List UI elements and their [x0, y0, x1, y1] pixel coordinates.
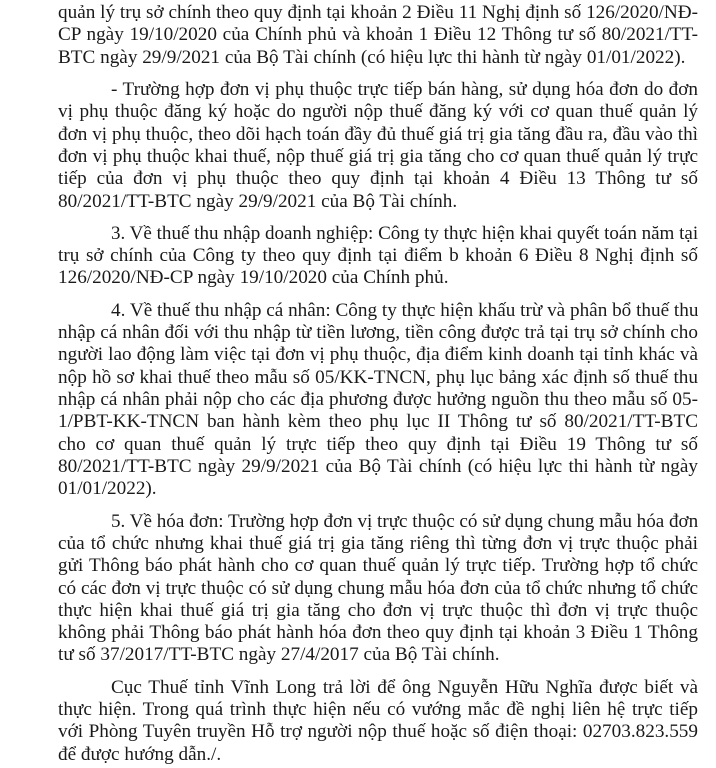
- text-line: đơn vị phụ thuộc khai thuế, nộp thuế giá trị gia tăng cho cơ quan thuế quản lý trực: [58, 145, 698, 167]
- text-line: 1/PBT-KK-TNCN ban hành kèm theo phụ lục II Thông tư số 80/2021/TT-BTC: [58, 411, 698, 433]
- text-line: nộp hồ sơ khai thuế theo mẫu số 05/KK-TNCN, phụ lục bảng xác định số thuế thu: [58, 366, 698, 388]
- text-line: 4. Về thuế thu nhập cá nhân: Công ty thực hiện khấu trừ và phân bổ thuế thu: [111, 299, 698, 321]
- text-line: BTC ngày 29/9/2021 của Bộ Tài chính (có hiệu lực thi hành từ ngày 01/01/2022).: [58, 46, 686, 68]
- text-line: 5. Về hóa đơn: Trường hợp đơn vị trực thuộc có sử dụng chung mẫu hóa đơn: [111, 510, 698, 532]
- text-line: tiếp của đơn vị phụ thuộc theo quy định tại khoản 4 Điều 13 Thông tư số: [58, 168, 698, 190]
- text-line: cho cơ quan thuế quản lý trực tiếp theo quy định tại Điều 19 Thông tư số: [58, 433, 698, 455]
- text-line: 126/2020/NĐ-CP ngày 19/10/2020 của Chính phủ.: [58, 267, 449, 289]
- text-line: với Phòng Tuyên truyền Hỗ trợ người nộp thuế hoặc số điện thoại: 02703.823.559: [58, 721, 698, 743]
- text-line: vị phụ thuộc đăng ký hoặc do người nộp thuế đăng ký với cơ quan thuế quản lý: [58, 101, 698, 123]
- text-line: 80/2021/TT-BTC ngày 29/9/2021 của Bộ Tài chính (có hiệu lực thi hành từ ngày: [58, 455, 698, 477]
- text-line: trụ sở chính của Công ty theo quy định tại điểm b khoản 6 Điều 8 Nghị định số: [58, 245, 698, 267]
- text-line: để được hướng dẫn./.: [58, 743, 222, 765]
- text-line: đơn vị phụ thuộc, theo dõi hạch toán đầy đủ thuế giá trị gia tăng đầu ra, đầu vào thì: [58, 123, 698, 145]
- text-line: người lao động làm việc tại đơn vị phụ thuộc, địa điểm kinh doanh tại tỉnh khác và: [58, 344, 698, 366]
- text-line: của tổ chức nhưng khai thuế giá trị gia tăng riêng thì từng đơn vị trực thuộc phải: [58, 532, 698, 554]
- text-line: 80/2021/TT-BTC ngày 29/9/2021 của Bộ Tài chính.: [58, 190, 458, 212]
- text-line: có các đơn vị trực thuộc có sử dụng chung mẫu hóa đơn của tổ chức nhưng tổ chức: [58, 577, 698, 599]
- text-line: tư số 37/2017/TT-BTC ngày 27/4/2017 của Bộ Tài chính.: [58, 644, 500, 666]
- text-line: thực hiện. Trong quá trình thực hiện nếu có vướng mắc đề nghị liên hệ trực tiếp: [58, 699, 698, 721]
- text-line: quản lý trụ sở chính theo quy định tại khoản 2 Điều 11 Nghị định số 126/2020/NĐ-: [58, 2, 698, 23]
- text-line: không phải Thông báo phát hành hóa đơn theo quy định tại khoản 3 Điều 1 Thông: [58, 622, 698, 644]
- text-line: 3. Về thuế thu nhập doanh nghiệp: Công ty thực hiện khai quyết toán năm tại: [111, 222, 698, 244]
- text-line: nhập cá nhân đối với thu nhập từ tiền lương, tiền công được trả tại trụ sở chính cho: [58, 322, 698, 344]
- text-line: CP ngày 19/10/2020 của Chính phủ và khoản 1 Điều 12 Thông tư số 80/2021/TT-: [58, 24, 698, 46]
- text-line: gửi Thông báo phát hành cho cơ quan thuế quản lý trực tiếp. Trường hợp tổ chức: [58, 555, 698, 577]
- text-line: Cục Thuế tỉnh Vĩnh Long trả lời để ông Nguyễn Hữu Nghĩa được biết và: [111, 676, 698, 698]
- text-line: - Trường hợp đơn vị phụ thuộc trực tiếp bán hàng, sử dụng hóa đơn do đơn: [111, 79, 698, 100]
- text-line: 01/01/2022).: [58, 478, 157, 500]
- text-line: thực hiện khai thuế giá trị gia tăng cho đơn vị trực thuộc thì đơn vị trực thuộc: [58, 599, 698, 621]
- text-line: nhập cá nhân phải nộp cho các địa phương được hưởng nguồn thu theo mẫu số 05-: [58, 389, 698, 410]
